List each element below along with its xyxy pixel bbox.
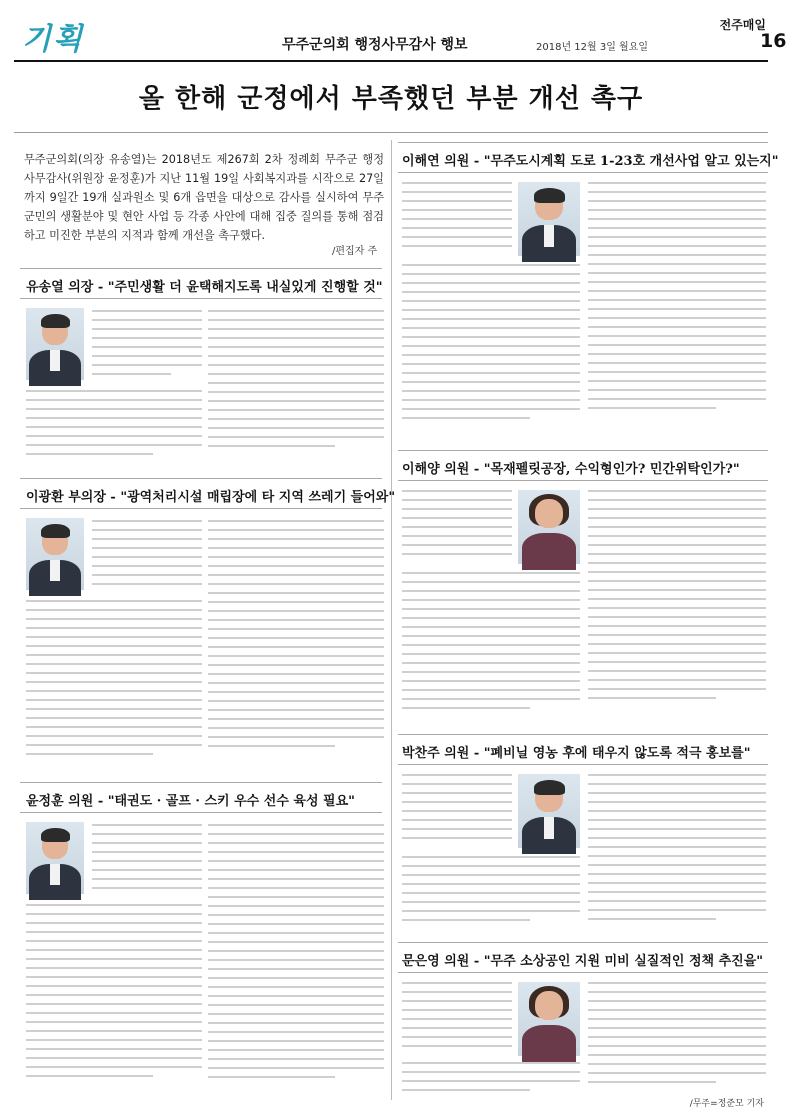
article-body-lee-hy-2 [402, 264, 580, 440]
article-rule [20, 508, 382, 509]
page-headline: 올 한해 군정에서 부족했던 부분 개선 촉구 [138, 84, 644, 114]
article-body-yoon [92, 824, 202, 898]
article-title-moon: 문은영 의원 - "무주 소상공인 지원 미비 실질적인 정책 추진을" [402, 954, 764, 969]
article-rule [20, 478, 382, 479]
issue-date: 2018년 12월 3일 월요일 [536, 42, 649, 53]
section-mark: 기획 [22, 22, 84, 57]
reporter-credit: /무주=정준모 기자 [689, 1099, 764, 1109]
article-title-yoo: 유송열 의장 - "주민생활 더 윤택해지도록 내실있게 진행할 것" [26, 280, 383, 295]
article-rule [398, 172, 768, 173]
photo-lee-kh [26, 518, 84, 590]
paper-name: 전주매일 [719, 18, 766, 32]
article-title-yoon: 윤정훈 의원 - "태권도 · 골프 · 스키 우수 선수 육성 필요" [26, 794, 355, 809]
article-body-lee-hyang-3 [588, 490, 766, 722]
article-body-lee-kh-2 [26, 600, 202, 776]
editor-note: /편집자 주 [332, 246, 378, 257]
article-body-yoo-2 [26, 390, 202, 470]
article-body-lee-hy-3 [588, 182, 766, 438]
intro-paragraph: 무주군의회(의장 유송열)는 2018년도 제267회 2차 정례회 무주군 행정사무감사(위원장 윤정훈)가 지난 11월 19일 사회복지과를 시작으로 27일까지 9일간 19개 실과원소 및 6개 읍면을 대상으로 감사를 실시하여 무주군민의 생활분야 및 현안 사업 등 각종 사안에 대해 집중 질의를 통해 점검하고 미진한 부분의 지적과 함께 개선을 촉구했다. [24, 153, 384, 242]
article-rule [398, 942, 768, 943]
photo-yoo [26, 308, 84, 380]
article-body-moon-3 [588, 982, 766, 1094]
photo-moon [518, 982, 580, 1056]
article-rule [398, 734, 768, 735]
article-rule [20, 812, 382, 813]
article-body-park-3 [588, 774, 766, 936]
page-number: 16 [760, 30, 786, 52]
article-body-park-2 [402, 856, 580, 936]
article-rule [20, 268, 382, 269]
article-body-lee-hyang-2 [402, 572, 580, 722]
article-body-moon [402, 982, 512, 1056]
article-title-lee-hy: 이해연 의원 - "무주도시계획 도로 1-23호 개선사업 알고 있는지" [402, 154, 779, 169]
article-body-yoo [92, 310, 202, 384]
article-body-moon-2 [402, 1062, 580, 1096]
headline-rule [14, 132, 768, 133]
photo-yoon [26, 822, 84, 894]
article-body-lee-kh [92, 520, 202, 594]
photo-park [518, 774, 580, 848]
article-title-lee-kh: 이광환 부의장 - "광역처리시설 매립장에 타 지역 쓰레기 들어와" [26, 490, 396, 505]
article-title-park: 박찬주 의원 - "폐비닐 영농 후에 태우지 않도록 적극 홍보를" [402, 746, 751, 761]
photo-lee-hy [518, 182, 580, 256]
article-rule [398, 142, 768, 143]
article-body-lee-hyang [402, 490, 512, 564]
article-rule [398, 450, 768, 451]
article-body-yoon-3 [208, 824, 384, 1094]
article-rule [398, 764, 768, 765]
article-body-yoo-3 [208, 310, 384, 470]
section-title: 무주군의회 행정사무감사 행보 [282, 37, 468, 53]
article-rule [20, 298, 382, 299]
article-body-yoon-2 [26, 904, 202, 1094]
article-rule [398, 480, 768, 481]
column-divider [391, 140, 392, 1100]
article-body-lee-hy [402, 182, 512, 256]
article-body-park [402, 774, 512, 848]
article-rule [398, 972, 768, 973]
article-rule [20, 782, 382, 783]
masthead-rule [14, 60, 768, 62]
article-title-lee-hyang: 이해양 의원 - "목재펠릿공장, 수익형인가? 민간위탁인가?" [402, 462, 740, 477]
photo-lee-hyang [518, 490, 580, 564]
article-body-lee-kh-3 [208, 520, 384, 776]
